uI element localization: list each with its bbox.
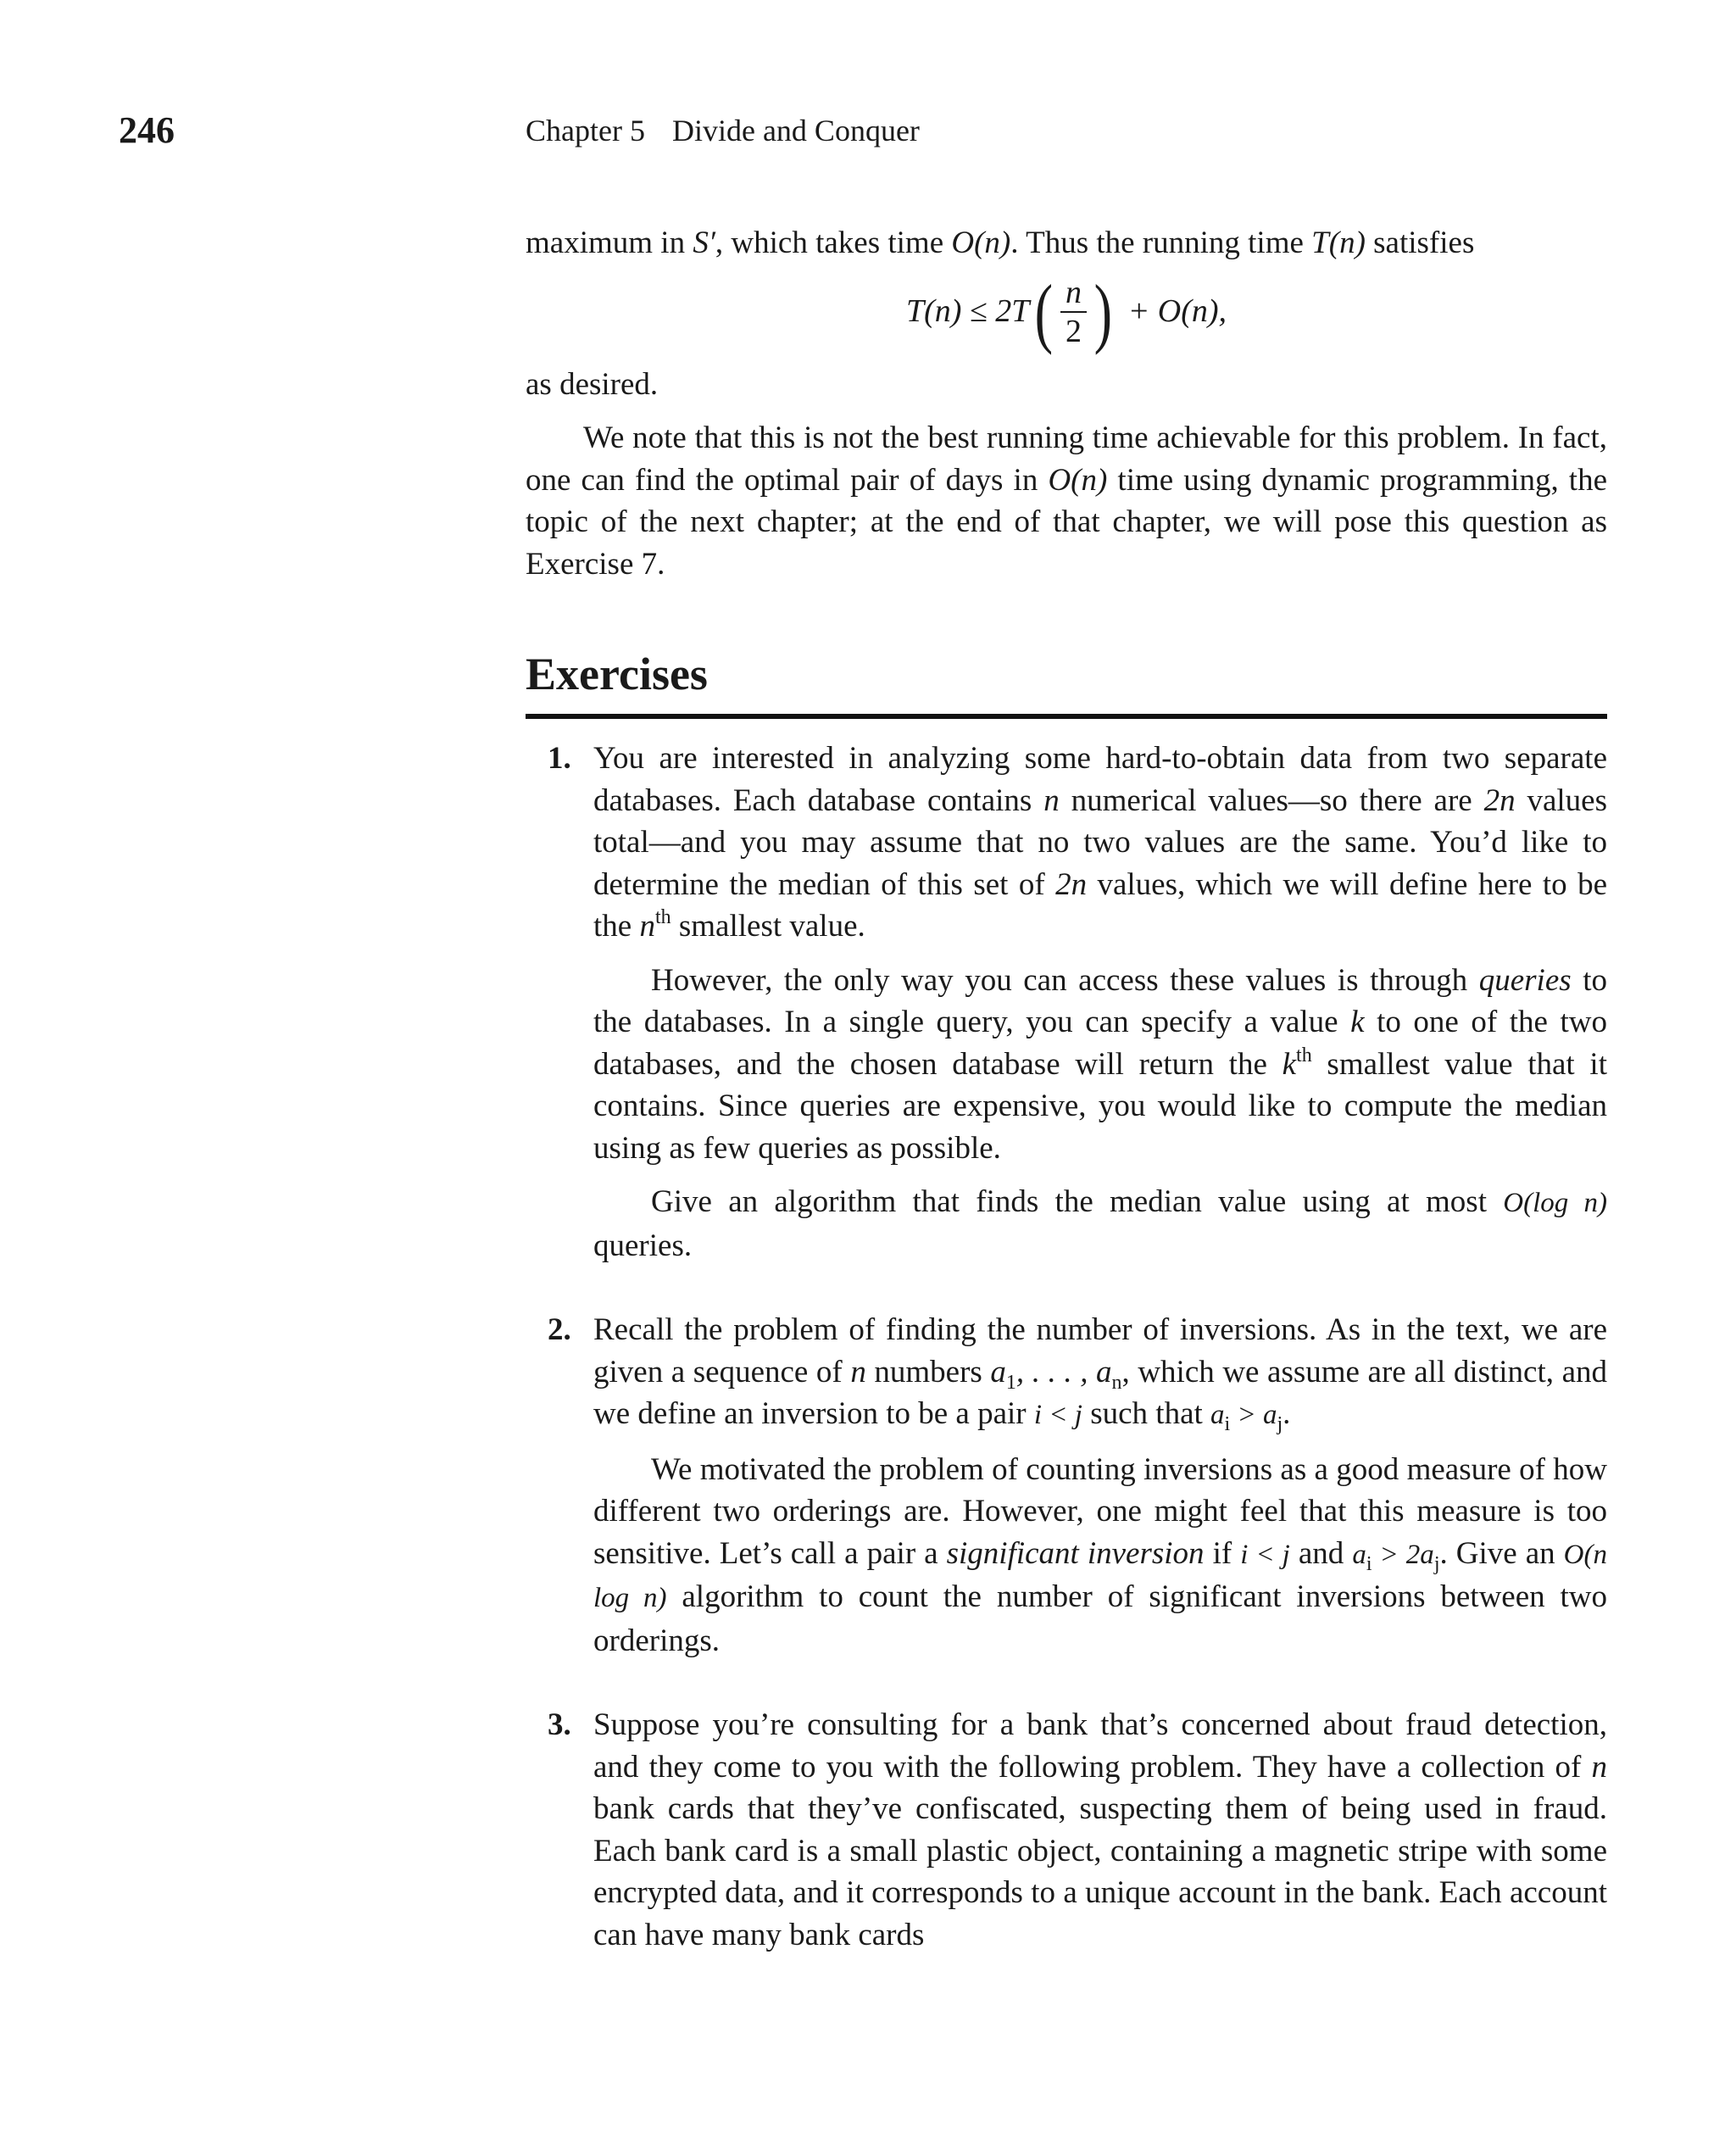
exercise-2-paragraph-1: Recall the problem of finding the number of inversions. As in the text, we are given a sequence of n numbers $a_1$, . . . , $a_n$, which we assume are all distinct, and we define an inversion to be a pair i < j such that $a_i > a_j$.: [593, 1312, 1608, 1435]
equation-right: + O(n),: [1127, 292, 1227, 329]
exercise-2: [548, 1309, 1608, 1662]
fraction-denominator: 2: [1066, 313, 1082, 349]
exercise-3-paragraph-1: Suppose you’re consulting for a bank that’s concerned about fraud detection, and they come to you with the following problem. They have a collection of n bank cards that they’ve confiscated, suspecting them of being used in fraud. Each bank card is a small plastic object, containing a magnetic stripe with some encrypted data, and it corresponds to a unique account in the bank. Each account can have many bank cards: [593, 1707, 1607, 1952]
page-body: [526, 222, 1607, 1956]
running-head: [526, 115, 920, 146]
equation-left: T(n) ≤ 2T: [905, 292, 1030, 329]
exercise-number: 3.: [548, 1707, 571, 1742]
exercise-1-paragraph-1: You are interested in analyzing some hard-to-obtain data from two separate databases. Each database contains n numerical values—so there are 2n values total—and you may assume that no two values are the same. You’d like to determine the median of this set of 2n values, which we will define here to be the $n^{th}$ smallest value.: [593, 741, 1608, 944]
left-paren: (: [1034, 268, 1054, 355]
exercise-number: 2.: [548, 1312, 571, 1347]
page-number: 246: [119, 109, 175, 151]
fraction-numerator: n: [1060, 274, 1087, 313]
intro-paragraph-2: as desired.: [526, 366, 659, 402]
fraction: [1060, 274, 1087, 350]
recurrence-equation: [526, 265, 1607, 359]
exercise-1: [548, 738, 1608, 1267]
exercise-3: [548, 1704, 1607, 1956]
intro-paragraph-3: We note that this is not the best running time achievable for this problem. In fact, one can find the optimal pair of days in O(n) time using dynamic programming, the topic of the next chapter; at the end of that chapter, we will pose this question as Exercise 7.: [526, 420, 1607, 582]
intro-paragraph-1: maximum in S′, which takes time O(n). Thus the running time T(n) satisfies: [526, 226, 1475, 260]
chapter-label: Chapter 5: [526, 114, 645, 148]
exercise-1-paragraph-3: Give an algorithm that finds the median value using at most O(log n) queries.: [593, 1184, 1607, 1263]
chapter-title: Divide and Conquer: [671, 114, 920, 148]
exercise-2-paragraph-2: We motivated the problem of counting inversions as a good measure of how different two orderings are. However, one might feel that this measure is too sensitive. Let’s call a pair a significant inversion if i < j and $a_i > 2a_j$. Give an O(n log n) algorithm to count the number of significant inversions between two orderings.: [593, 1451, 1607, 1658]
exercise-1-paragraph-2: However, the only way you can access these values is through queries to the databases. In a single query, you can specify a value k to one of the two databases, and the chosen database will return the $k^{th}$ smallest value that it contains. Since queries are expensive, you would like to compute the median using as few queries as possible.: [593, 962, 1607, 1166]
heading-rule: [526, 714, 1607, 719]
exercise-number: 1.: [548, 741, 571, 776]
exercises-heading: Exercises: [526, 649, 708, 699]
right-paren: ): [1093, 268, 1113, 355]
